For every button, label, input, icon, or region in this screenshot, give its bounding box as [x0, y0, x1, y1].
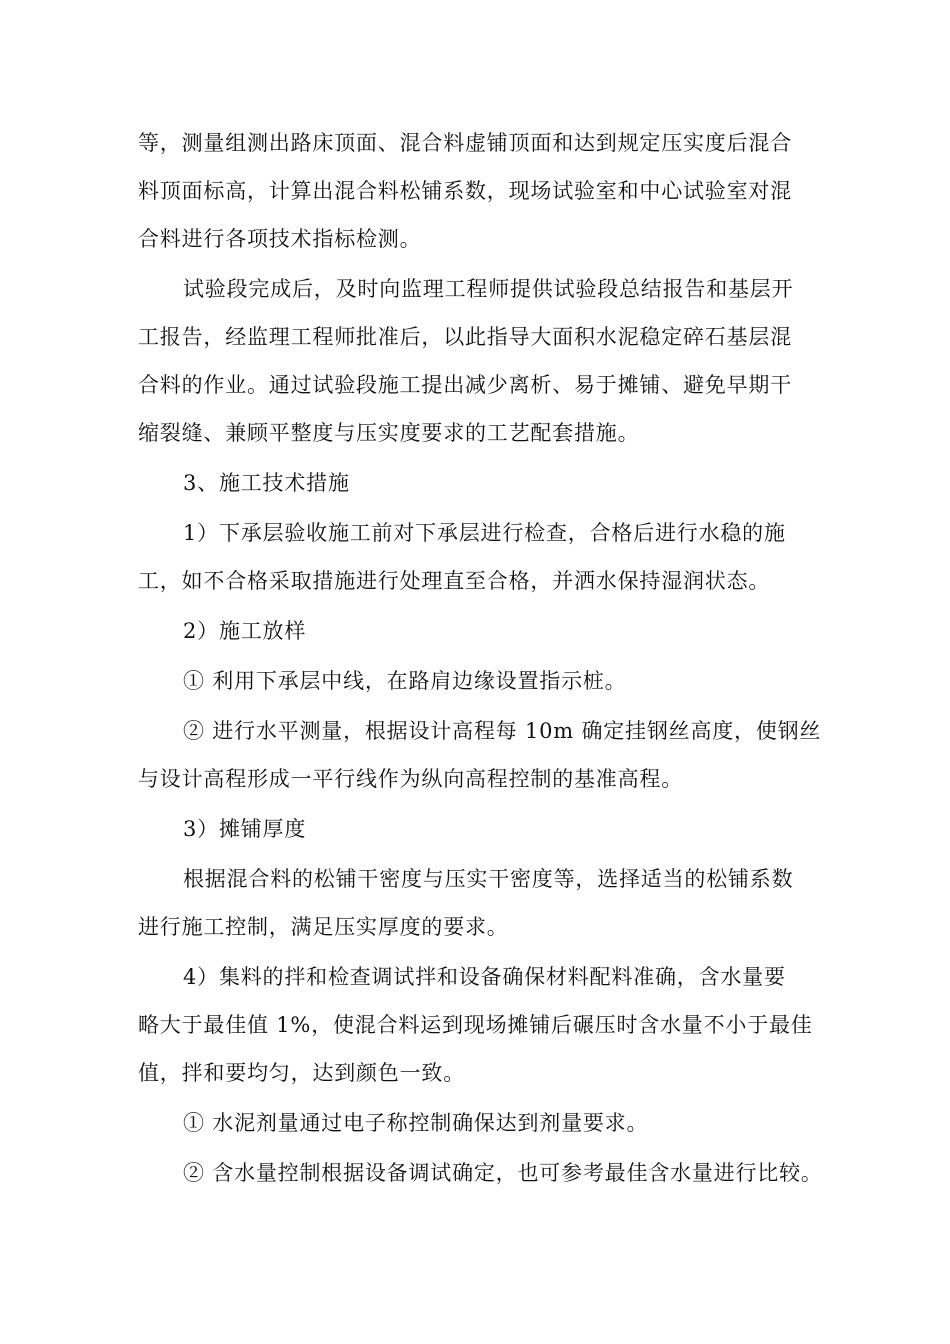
section-heading [138, 459, 838, 507]
text-line: 略大于最佳值 1%，使混合料运到现场摊铺后碾压时含水量不小于最佳 [138, 1013, 813, 1037]
paragraph-trial-section [138, 265, 838, 457]
paragraph-continuation [138, 119, 838, 263]
list-item [138, 1099, 838, 1147]
text-line: 工报告，经监理工程师批准后，以此指导大面积水泥稳定碎石基层混 [138, 325, 792, 349]
text-line: 3、施工技术措施 [183, 471, 350, 495]
text-line: ① 水泥剂量通过电子称控制确保达到剂量要求。 [183, 1111, 649, 1135]
list-item [138, 707, 838, 803]
text-line: 2）施工放样 [183, 619, 307, 643]
text-line: ① 利用下承层中线，在路肩边缘设置指示桩。 [183, 669, 627, 693]
subheading-layout [138, 607, 838, 655]
text-line: 1）下承层验收施工前对下承层进行检查，合格后进行水稳的施 [183, 521, 786, 545]
text-line: 3）摊铺厚度 [183, 817, 307, 841]
text-line: 合料的作业。通过试验段施工提出减少离析、易于摊铺、避免早期干 [138, 373, 792, 397]
subheading-paving-thickness [138, 805, 838, 853]
text-line: 值，拌和要均匀，达到颜色一致。 [138, 1061, 465, 1085]
document-body [138, 119, 838, 1197]
text-line: 缩裂缝、兼顾平整度与压实度要求的工艺配套措施。 [138, 421, 640, 445]
list-item [138, 1149, 838, 1197]
text-line: 根据混合料的松铺干密度与压实干密度等，选择适当的松铺系数 [183, 867, 794, 891]
text-line: 合料进行各项技术指标检测。 [138, 227, 422, 251]
text-line: 等，测量组测出路床顶面、混合料虚铺顶面和达到规定压实度后混合 [138, 131, 792, 155]
text-line: 与设计高程形成一平行线作为纵向高程控制的基准高程。 [138, 767, 683, 791]
text-line: 工，如不合格采取措施进行处理直至合格，并洒水保持湿润状态。 [138, 569, 771, 593]
paragraph-base-inspection [138, 509, 838, 605]
paragraph-paving-thickness [138, 855, 838, 951]
text-line: 料顶面标高，计算出混合料松铺系数，现场试验室和中心试验室对混 [138, 179, 792, 203]
paragraph-aggregate-mixing [138, 953, 838, 1097]
text-line: ② 进行水平测量，根据设计高程每 10m 确定挂钢丝高度，使钢丝 [183, 719, 822, 743]
text-line: ② 含水量控制根据设备调试确定，也可参考最佳含水量进行比较。 [183, 1161, 823, 1185]
list-item [138, 657, 838, 705]
text-line: 进行施工控制，满足压实厚度的要求。 [138, 915, 509, 939]
text-line: 4）集料的拌和检查调试拌和设备确保材料配料准确，含水量要 [183, 965, 786, 989]
text-line: 试验段完成后，及时向监理工程师提供试验段总结报告和基层开 [183, 277, 794, 301]
